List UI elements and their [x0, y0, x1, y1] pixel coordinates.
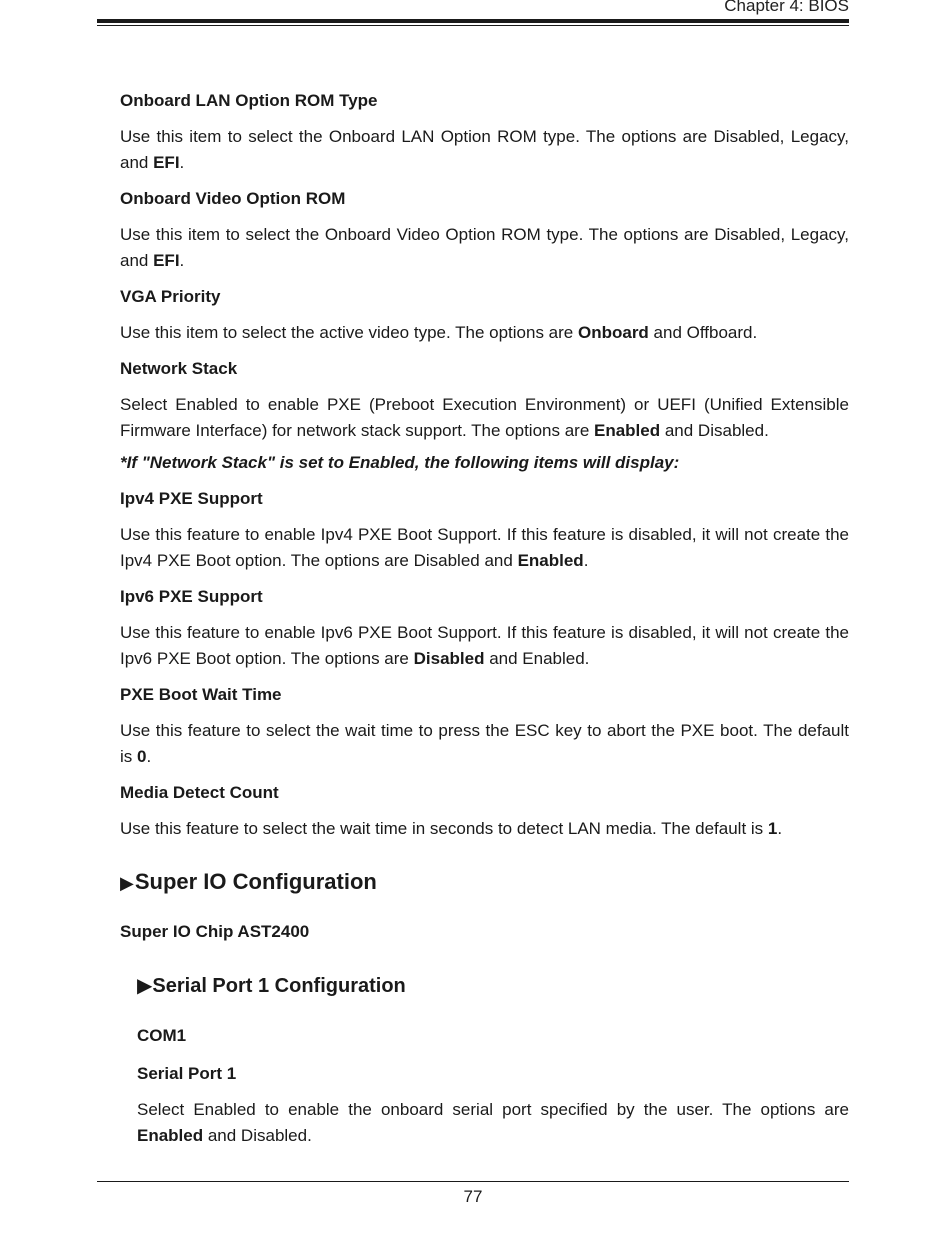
description-text: Use this feature to enable Ipv4 PXE Boot Support. If this feature is disabled, it will not create the Ipv4 PXE Boot option. The options are Disabled and [120, 525, 849, 570]
default-option: Enabled [137, 1126, 204, 1145]
item-title: Onboard LAN Option ROM Type [120, 91, 378, 110]
triangle-right-icon: ▶ [137, 975, 153, 997]
item-description [120, 124, 849, 176]
item-title: Media Detect Count [120, 783, 279, 802]
bios-item [120, 782, 849, 842]
section-heading-super-io [120, 868, 849, 897]
item-title: VGA Priority [120, 287, 221, 306]
section-title: Serial Port 1 Configuration [152, 975, 406, 997]
default-option: 1 [767, 819, 778, 838]
super-io-chip: Super IO Chip AST2400 [120, 922, 310, 941]
page-content [120, 90, 849, 1161]
bios-item [120, 586, 849, 672]
description-text: Use this feature to select the wait time to press the ESC key to abort the PXE boot. The default is [120, 721, 849, 766]
section-heading-serial-port [137, 973, 849, 999]
description-text-end: and Disabled. [203, 1126, 312, 1145]
page-number: 77 [463, 1187, 483, 1206]
item-title: Ipv4 PXE Support [120, 489, 263, 508]
item-title: Serial Port 1 [137, 1064, 237, 1083]
default-option: Onboard [577, 323, 649, 342]
item-description [137, 1097, 849, 1149]
chapter-title: Chapter 4: BIOS [724, 0, 849, 15]
item-description [120, 816, 849, 842]
footer-rule [97, 1181, 849, 1182]
description-text: Use this item to select the active video type. The options are [120, 323, 578, 342]
description-text-end: and Enabled. [484, 649, 590, 668]
description-text: Use this item to select the Onboard Video Option ROM type. The options are Disabled, Legacy, and [120, 225, 849, 270]
bios-item [120, 684, 849, 770]
item-description [120, 392, 849, 444]
description-text-end: and Disabled. [660, 421, 769, 440]
item-title: Onboard Video Option ROM [120, 189, 346, 208]
item-description [120, 522, 849, 574]
bios-item [120, 286, 849, 346]
item-title: PXE Boot Wait Time [120, 685, 282, 704]
bios-item [120, 488, 849, 574]
description-text: Select Enabled to enable the onboard serial port specified by the user. The options are [137, 1100, 849, 1119]
item-description [120, 222, 849, 274]
network-stack-note: *If "Network Stack" is set to Enabled, the following items will display: [120, 453, 680, 472]
description-text: Use this feature to enable Ipv6 PXE Boot Support. If this feature is disabled, it will not create the Ipv6 PXE Boot option. The options are [120, 623, 849, 668]
item-description [120, 320, 849, 346]
default-option: 0 [137, 747, 147, 766]
default-option: EFI [153, 251, 180, 270]
description-text-end: . [583, 551, 589, 570]
triangle-right-icon: ▶ [120, 873, 134, 893]
description-text: Select Enabled to enable PXE (Preboot Execution Environment) or UEFI (Unified Extensible Firmware Interface) for network stack support. The options are [120, 395, 849, 440]
bios-item [120, 90, 849, 176]
section-title: Super IO Configuration [134, 869, 377, 894]
bios-item [120, 358, 849, 444]
default-option: Disabled [413, 649, 485, 668]
default-option: Enabled [517, 551, 584, 570]
description-text-end: . [179, 153, 185, 172]
description-text-end: . [146, 747, 152, 766]
bios-item [120, 188, 849, 274]
description-text-end: and Offboard. [648, 323, 758, 342]
item-title: Network Stack [120, 359, 238, 378]
description-text-end: . [777, 819, 783, 838]
header-rule-thin [97, 25, 849, 26]
default-option: EFI [153, 153, 180, 172]
default-option: Enabled [594, 421, 661, 440]
item-description [120, 620, 849, 672]
item-title: Ipv6 PXE Support [120, 587, 263, 606]
item-description [120, 718, 849, 770]
description-text: Use this feature to select the wait time in seconds to detect LAN media. The default is [120, 819, 768, 838]
description-text: Use this item to select the Onboard LAN Option ROM type. The options are Disabled, Legacy, and [120, 127, 849, 172]
com-label: COM1 [137, 1026, 187, 1045]
description-text-end: . [179, 251, 185, 270]
header-rule-thick [97, 19, 849, 23]
